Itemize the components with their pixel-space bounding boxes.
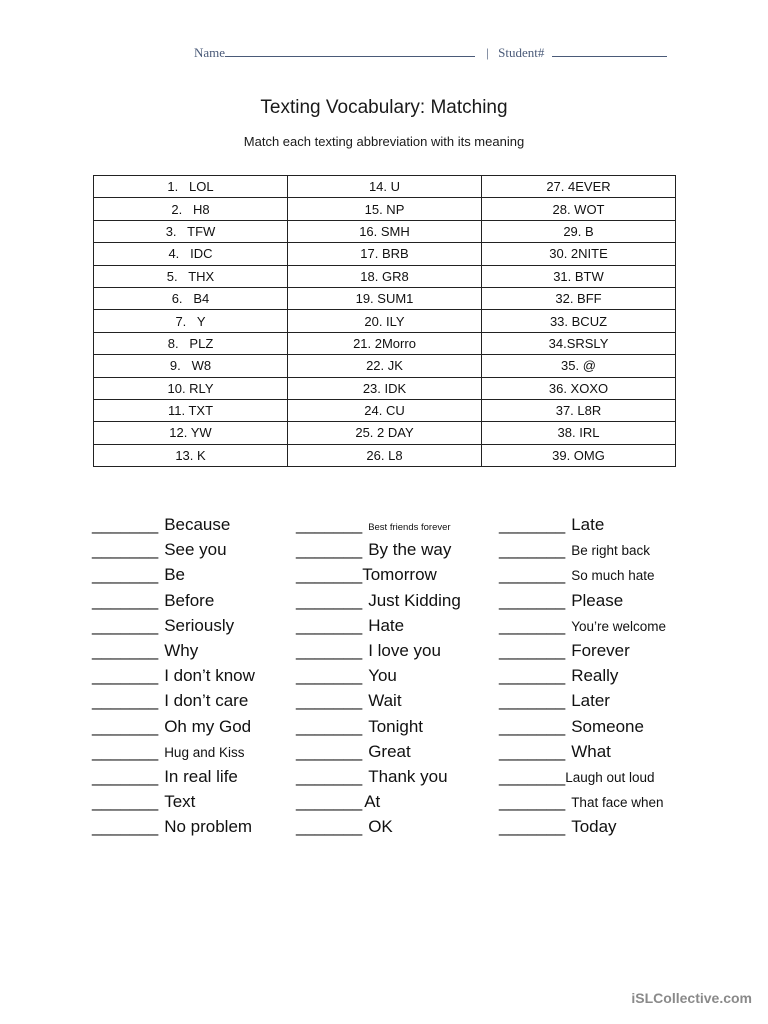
match-item <box>499 688 666 713</box>
abbreviation-cell: 28. WOT <box>482 198 676 220</box>
meaning-label: I don’t know <box>164 666 255 686</box>
match-item <box>92 814 255 839</box>
abbreviation-cell: 14. U <box>288 176 482 198</box>
match-item <box>92 562 255 587</box>
table-row <box>94 176 676 198</box>
abbreviation-cell: 15. NP <box>288 198 482 220</box>
answer-blank[interactable]: _______ <box>92 716 159 736</box>
answer-blank[interactable]: _______ <box>296 666 363 686</box>
abbreviation-cell: 30. 2NITE <box>482 243 676 265</box>
answer-blank[interactable]: _______ <box>296 565 363 585</box>
abbreviation-cell: 39. OMG <box>482 444 676 466</box>
meaning-label: Seriously <box>164 615 235 635</box>
meaning-label: Laugh out loud <box>565 769 655 785</box>
meanings-column-3 <box>499 512 666 839</box>
answer-blank[interactable]: _______ <box>499 590 566 610</box>
site-watermark: iSLCollective.com <box>631 990 752 1006</box>
answer-blank[interactable]: _______ <box>92 615 159 635</box>
answer-blank[interactable]: _______ <box>296 792 363 812</box>
answer-blank[interactable]: _______ <box>296 741 363 761</box>
table-row <box>94 355 676 377</box>
student-info-header <box>194 44 667 61</box>
table-row <box>94 265 676 287</box>
abbreviation-cell: 22. JK <box>288 355 482 377</box>
match-item <box>296 789 461 814</box>
abbreviation-cell: 16. SMH <box>288 220 482 242</box>
abbreviation-cell: 25. 2 DAY <box>288 422 482 444</box>
abbreviation-cell: 10. RLY <box>94 377 288 399</box>
abbreviation-cell: 37. L8R <box>482 399 676 421</box>
answer-blank[interactable]: _______ <box>499 565 566 585</box>
answer-blank[interactable]: _______ <box>296 766 363 786</box>
meaning-label: Tonight <box>368 716 424 736</box>
abbreviation-cell: 33. BCUZ <box>482 310 676 332</box>
match-item <box>296 562 461 587</box>
name-field-line[interactable] <box>225 44 475 57</box>
abbreviation-cell: 26. L8 <box>288 444 482 466</box>
answer-blank[interactable]: _______ <box>499 691 566 711</box>
answer-blank[interactable]: _______ <box>296 590 363 610</box>
meaning-label: See you <box>164 540 227 560</box>
match-item <box>296 512 461 537</box>
abbreviation-cell: 7. Y <box>94 310 288 332</box>
answer-blank[interactable]: _______ <box>92 741 159 761</box>
meaning-label: Be right back <box>571 543 650 559</box>
meaning-label: You <box>368 666 397 686</box>
answer-blank[interactable]: _______ <box>499 615 566 635</box>
meaning-label: Thank you <box>368 766 448 786</box>
answer-blank[interactable]: _______ <box>499 515 566 534</box>
student-number-label: Student# <box>498 45 545 60</box>
answer-blank[interactable]: _______ <box>296 716 363 736</box>
table-row <box>94 243 676 265</box>
student-number-field-line[interactable] <box>552 44 667 57</box>
meaning-label: What <box>571 741 611 761</box>
match-item <box>499 638 666 663</box>
meaning-label: So much hate <box>571 568 655 584</box>
meaning-label: Great <box>368 741 411 761</box>
answer-blank[interactable]: _______ <box>296 640 363 660</box>
match-item <box>92 764 255 789</box>
match-item <box>92 688 255 713</box>
meaning-label: By the way <box>368 540 452 560</box>
abbreviation-cell: 34.SRSLY <box>482 332 676 354</box>
abbreviation-cell: 12. YW <box>94 422 288 444</box>
match-item <box>92 537 255 562</box>
meanings-column-2 <box>296 512 461 839</box>
table-row <box>94 422 676 444</box>
meaning-label: No problem <box>164 817 253 837</box>
match-item <box>499 537 666 562</box>
answer-blank[interactable]: _______ <box>92 666 159 686</box>
match-item <box>92 613 255 638</box>
match-item <box>499 663 666 688</box>
answer-blank[interactable]: _______ <box>499 640 566 660</box>
match-item <box>296 613 461 638</box>
answer-blank[interactable]: _______ <box>296 540 363 560</box>
abbreviation-cell: 31. BTW <box>482 265 676 287</box>
meaning-label: Before <box>164 590 215 610</box>
match-item <box>92 663 255 688</box>
abbreviation-cell: 20. ILY <box>288 310 482 332</box>
meanings-column-1 <box>92 512 255 839</box>
worksheet-instructions: Match each texting abbreviation with its meaning <box>243 134 525 149</box>
abbreviation-cell: 8. PLZ <box>94 332 288 354</box>
table-row <box>94 198 676 220</box>
name-label: Name <box>194 45 226 60</box>
abbreviation-cell: 35. @ <box>482 355 676 377</box>
abbreviation-cell: 2. H8 <box>94 198 288 220</box>
meaning-label: Forever <box>571 640 630 660</box>
abbreviation-cell: 23. IDK <box>288 377 482 399</box>
table-row <box>94 399 676 421</box>
answer-blank[interactable]: _______ <box>499 741 566 761</box>
match-item <box>499 714 666 739</box>
match-item <box>92 739 255 764</box>
meaning-label: Be <box>164 565 185 585</box>
answer-blank[interactable]: _______ <box>92 640 159 660</box>
match-item <box>296 688 461 713</box>
meaning-label: Really <box>571 666 619 686</box>
meaning-label: Tomorrow <box>362 565 437 585</box>
answer-blank[interactable]: _______ <box>499 817 566 837</box>
abbreviation-table <box>93 175 676 467</box>
match-item <box>92 638 255 663</box>
meaning-label: Hug and Kiss <box>164 744 245 760</box>
abbreviation-cell: 24. CU <box>288 399 482 421</box>
match-item <box>499 562 666 587</box>
match-item <box>499 613 666 638</box>
abbreviation-cell: 11. TXT <box>94 399 288 421</box>
abbreviation-cell: 36. XOXO <box>482 377 676 399</box>
match-item <box>296 814 461 839</box>
abbreviation-cell: 9. W8 <box>94 355 288 377</box>
match-item <box>92 588 255 613</box>
meaning-label: Hate <box>368 615 405 635</box>
answer-blank[interactable]: _______ <box>92 691 159 711</box>
meaning-label: I love you <box>368 640 441 660</box>
answer-blank[interactable]: _______ <box>92 565 159 585</box>
table-row <box>94 220 676 242</box>
abbreviation-cell: 27. 4EVER <box>482 176 676 198</box>
meaning-label: Later <box>571 691 610 711</box>
abbreviation-cell: 17. BRB <box>288 243 482 265</box>
meaning-label: I don’t care <box>164 691 249 711</box>
meaning-label: That face when <box>571 795 664 811</box>
answer-blank[interactable]: _______ <box>296 615 363 635</box>
match-item <box>92 714 255 739</box>
abbreviation-cell: 3. TFW <box>94 220 288 242</box>
abbreviation-cell: 4. IDC <box>94 243 288 265</box>
answer-blank[interactable]: _______ <box>92 792 159 812</box>
answer-blank[interactable]: _______ <box>499 540 566 560</box>
meaning-label: OK <box>368 817 393 837</box>
meaning-label: Text <box>164 792 196 812</box>
answer-blank[interactable]: _______ <box>92 817 159 837</box>
match-item <box>499 588 666 613</box>
abbreviation-cell: 38. IRL <box>482 422 676 444</box>
answer-blank[interactable]: _______ <box>499 766 566 786</box>
match-item <box>92 512 255 537</box>
abbreviation-cell: 6. B4 <box>94 287 288 309</box>
meaning-label: Why <box>164 640 199 660</box>
answer-blank[interactable]: _______ <box>296 691 363 711</box>
match-item <box>499 764 666 789</box>
meaning-label: Wait <box>368 691 402 711</box>
answer-blank[interactable]: _______ <box>296 515 363 534</box>
table-row <box>94 287 676 309</box>
abbreviation-cell: 32. BFF <box>482 287 676 309</box>
answer-blank[interactable]: _______ <box>92 515 159 534</box>
meaning-label: You’re welcome <box>571 618 666 634</box>
answer-blank[interactable]: _______ <box>92 540 159 560</box>
abbreviation-cell: 19. SUM1 <box>288 287 482 309</box>
meaning-label: Best friends forever <box>368 522 451 533</box>
table-row <box>94 377 676 399</box>
abbreviation-cell: 13. K <box>94 444 288 466</box>
match-item <box>296 588 461 613</box>
meaning-label: Just Kidding <box>368 590 461 610</box>
match-item <box>296 764 461 789</box>
meaning-label: Please <box>571 590 624 610</box>
match-item <box>296 739 461 764</box>
abbreviation-cell: 5. THX <box>94 265 288 287</box>
answer-blank[interactable]: _______ <box>92 590 159 610</box>
match-item <box>296 663 461 688</box>
answer-blank[interactable]: _______ <box>499 666 566 686</box>
worksheet-title: Texting Vocabulary: Matching <box>260 97 508 118</box>
header-separator: | <box>486 45 489 60</box>
answer-blank[interactable]: _______ <box>92 766 159 786</box>
table-row <box>94 332 676 354</box>
abbreviation-cell: 29. B <box>482 220 676 242</box>
match-item <box>499 512 666 537</box>
meaning-label: In real life <box>164 766 238 786</box>
meaning-label: Today <box>571 817 617 837</box>
match-item <box>296 638 461 663</box>
match-item <box>499 814 666 839</box>
meaning-label: At <box>364 792 381 812</box>
match-item <box>499 739 666 764</box>
abbreviation-cell: 21. 2Morro <box>288 332 482 354</box>
meaning-label: Someone <box>571 716 644 736</box>
answer-blank[interactable]: _______ <box>499 716 566 736</box>
meaning-label: Because <box>164 515 231 534</box>
answer-blank[interactable]: _______ <box>499 792 566 812</box>
match-item <box>296 537 461 562</box>
match-item <box>296 714 461 739</box>
match-item <box>92 789 255 814</box>
table-row <box>94 444 676 466</box>
abbreviation-cell: 1. LOL <box>94 176 288 198</box>
meaning-label: Oh my God <box>164 716 252 736</box>
meaning-label: Late <box>571 515 605 534</box>
answer-blank[interactable]: _______ <box>296 817 363 837</box>
table-row <box>94 310 676 332</box>
match-item <box>499 789 666 814</box>
abbreviation-cell: 18. GR8 <box>288 265 482 287</box>
